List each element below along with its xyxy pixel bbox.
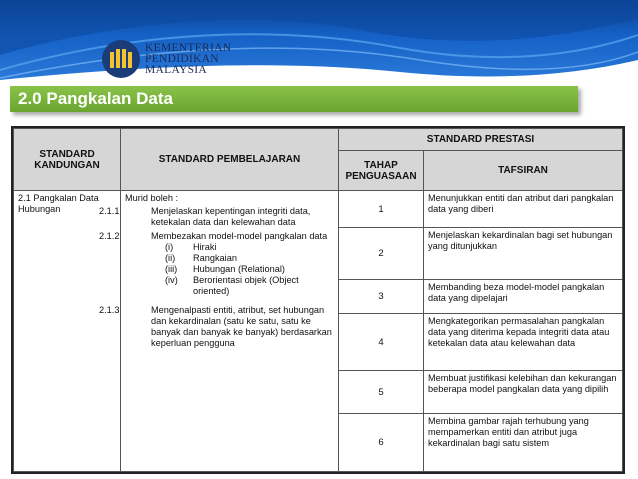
tahap-cell: 4 bbox=[339, 314, 424, 371]
tafsiran-cell: Menjelaskan kekardinalan bagi set hubungan yang ditunjukkan bbox=[424, 228, 623, 280]
header-standard-pembelajaran: STANDARD PEMBELAJARAN bbox=[121, 129, 339, 191]
kandungan-cell: 2.1 Pangkalan Data Hubungan bbox=[14, 191, 121, 472]
tahap-cell: 6 bbox=[339, 414, 424, 472]
model-item: (ii) Rangkaian bbox=[165, 253, 237, 263]
pembelajaran-item-2: 2.1.2 Membezakan model-model pangkalan data bbox=[99, 231, 328, 241]
tafsiran-cell: Membuat justifikasi kelebihan dan kekurangan beberapa model pangkalan data yang dipilih bbox=[424, 371, 623, 414]
header-banner bbox=[0, 0, 638, 80]
wave-decoration bbox=[0, 0, 638, 80]
tahap-cell: 1 bbox=[339, 191, 424, 228]
tafsiran-cell: Menunjukkan entiti dan atribut dari pangkalan data yang diberi bbox=[424, 191, 623, 228]
tafsiran-cell: Membina gambar rajah terhubung yang mempamerkan entiti dan atribut juga kekardinalan bagi satu sistem bbox=[424, 414, 623, 472]
tahap-cell: 3 bbox=[339, 280, 424, 314]
model-item: (iii) Hubungan (Relational) bbox=[165, 264, 285, 274]
header-tafsiran: TAFSIRAN bbox=[424, 151, 623, 191]
crest-icon bbox=[102, 40, 140, 78]
pembelajaran-cell: Murid boleh : 2.1.1 Menjelaskan kepentingan integriti data, ketekalan data dan kelewahan data 2.1.2 Membezakan model-model pangkalan data (i) Hiraki (ii) Rangkaian (iii) Hubungan (Relational) (iv) Berorientasi objek (Object oriented) 2.1.3 Mengenalpasti entiti, atribut, set hubungan dan kekardinalan (satu ke satu, satu ke banyak dan banyak ke banyak) berdasarkan keperluan pengguna bbox=[121, 191, 339, 472]
tahap-cell: 5 bbox=[339, 371, 424, 414]
tafsiran-cell: Mengkategorikan permasalahan pangkalan data yang diterima kepada integriti data atau ketekalan data atau kelewahan data bbox=[424, 314, 623, 371]
header-tahap-penguasaan: TAHAP PENGUASAAN bbox=[339, 151, 424, 191]
logo-text: KEMENTERIAN PENDIDIKAN MALAYSIA bbox=[145, 42, 232, 76]
tafsiran-cell: Membanding beza model-model pangkalan data yang dipelajari bbox=[424, 280, 623, 314]
header-standard-kandungan: STANDARD KANDUNGAN bbox=[14, 129, 121, 191]
slide-title-bar bbox=[10, 86, 578, 112]
standards-table bbox=[11, 126, 625, 474]
pembelajaran-item-1: 2.1.1 Menjelaskan kepentingan integriti data, ketekalan data dan kelewahan data bbox=[99, 206, 311, 227]
slide-title: 2.0 Pangkalan Data bbox=[18, 89, 173, 108]
ministry-logo bbox=[102, 40, 232, 78]
model-item: (iv) Berorientasi objek (Object oriented) bbox=[165, 275, 299, 296]
pembelajaran-item-3: 2.1.3 Mengenalpasti entiti, atribut, set hubungan dan kekardinalan (satu ke satu, satu ke banyak dan banyak ke banyak) berdasarkan keperluan pengguna bbox=[99, 305, 332, 348]
tahap-cell: 2 bbox=[339, 228, 424, 280]
model-item: (i) Hiraki bbox=[165, 242, 217, 252]
model-list bbox=[125, 242, 334, 297]
header-standard-prestasi: STANDARD PRESTASI bbox=[339, 129, 623, 151]
